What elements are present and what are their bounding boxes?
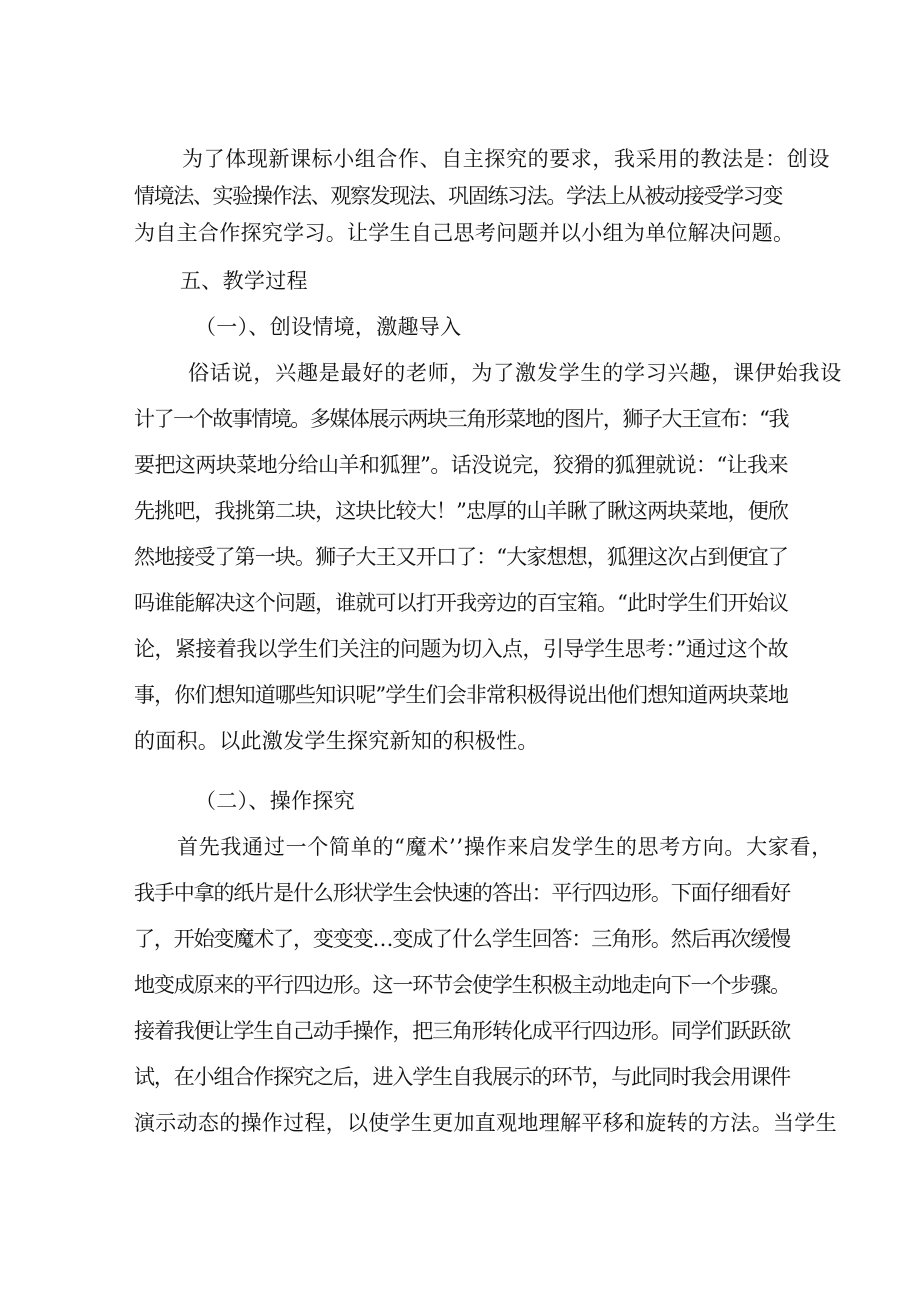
text-line: 我手中拿的纸片是什么形状学生会快速的答出：平行四边形。下面仔细看好 bbox=[134, 881, 790, 905]
section-heading: （一）、创设情境，激趣导入 bbox=[195, 315, 462, 339]
text-line: 为自主合作探究学习。让学生自己思考问题并以小组为单位解决问题。 bbox=[134, 221, 795, 245]
section-heading: （二）、操作探究 bbox=[195, 789, 355, 813]
text-line: 论，紧接着我以学生们关注的问题为切入点，引导学生思考：”通过这个故 bbox=[134, 637, 788, 661]
text-line: 首先我通过一个简单的“魔术’’操作来启发学生的思考方向。大家看， bbox=[177, 835, 833, 859]
text-line: 试，在小组合作探究之后，进入学生自我展示的环节，与此同时我会用课件 bbox=[134, 1065, 790, 1089]
text-line: 为了体现新课标小组合作、自主探究的要求，我采用的教法是：创设 bbox=[182, 147, 830, 171]
text-line: 了，开始变魔术了，变变变…变成了什么学生回答：三角形。然后再次缓慢 bbox=[134, 927, 790, 951]
text-line: 的面积。以此激发学生探究新知的积极性。 bbox=[134, 729, 539, 753]
text-line: 然地接受了第一块。狮子大王又开口了：“大家想想，狐狸这次占到便宜了 bbox=[134, 545, 788, 569]
text-line: 情境法、实验操作法、观察发现法、巩固练习法。学法上从被动接受学习变 bbox=[134, 184, 782, 208]
text-line: 事，你们想知道哪些知识呢”学生们会非常积极得说出他们想知道两块菜地 bbox=[134, 683, 788, 707]
text-line: 演示动态的操作过程，以使学生更加直观地理解平移和旋转的方法。当学生 bbox=[134, 1111, 837, 1135]
section-heading: 五、教学过程 bbox=[180, 269, 308, 293]
text-line: 地变成原来的平行四边形。这一环节会使学生积极主动地走向下一个步骤。 bbox=[134, 973, 790, 997]
text-line: 接着我便让学生自己动手操作，把三角形转化成平行四边形。同学们跃跃欲 bbox=[134, 1019, 790, 1043]
text-line: 计了一个故事情境。多媒体展示两块三角形菜地的图片，狮子大王宣布：“我 bbox=[134, 407, 788, 431]
text-line: 俗话说，兴趣是最好的老师，为了激发学生的学习兴趣，课伊始我设 bbox=[188, 361, 842, 385]
text-line: 吗谁能解决这个问题，谁就可以打开我旁边的百宝箱。“此时学生们开始议 bbox=[134, 591, 788, 615]
text-line: 要把这两块菜地分给山羊和狐狸”。话没说完，狡猾的狐狸就说：“让我来 bbox=[134, 453, 788, 477]
text-line: 先挑吧，我挑第二块，这块比较大！”忠厚的山羊瞅了瞅这两块菜地，便欣 bbox=[134, 499, 788, 523]
